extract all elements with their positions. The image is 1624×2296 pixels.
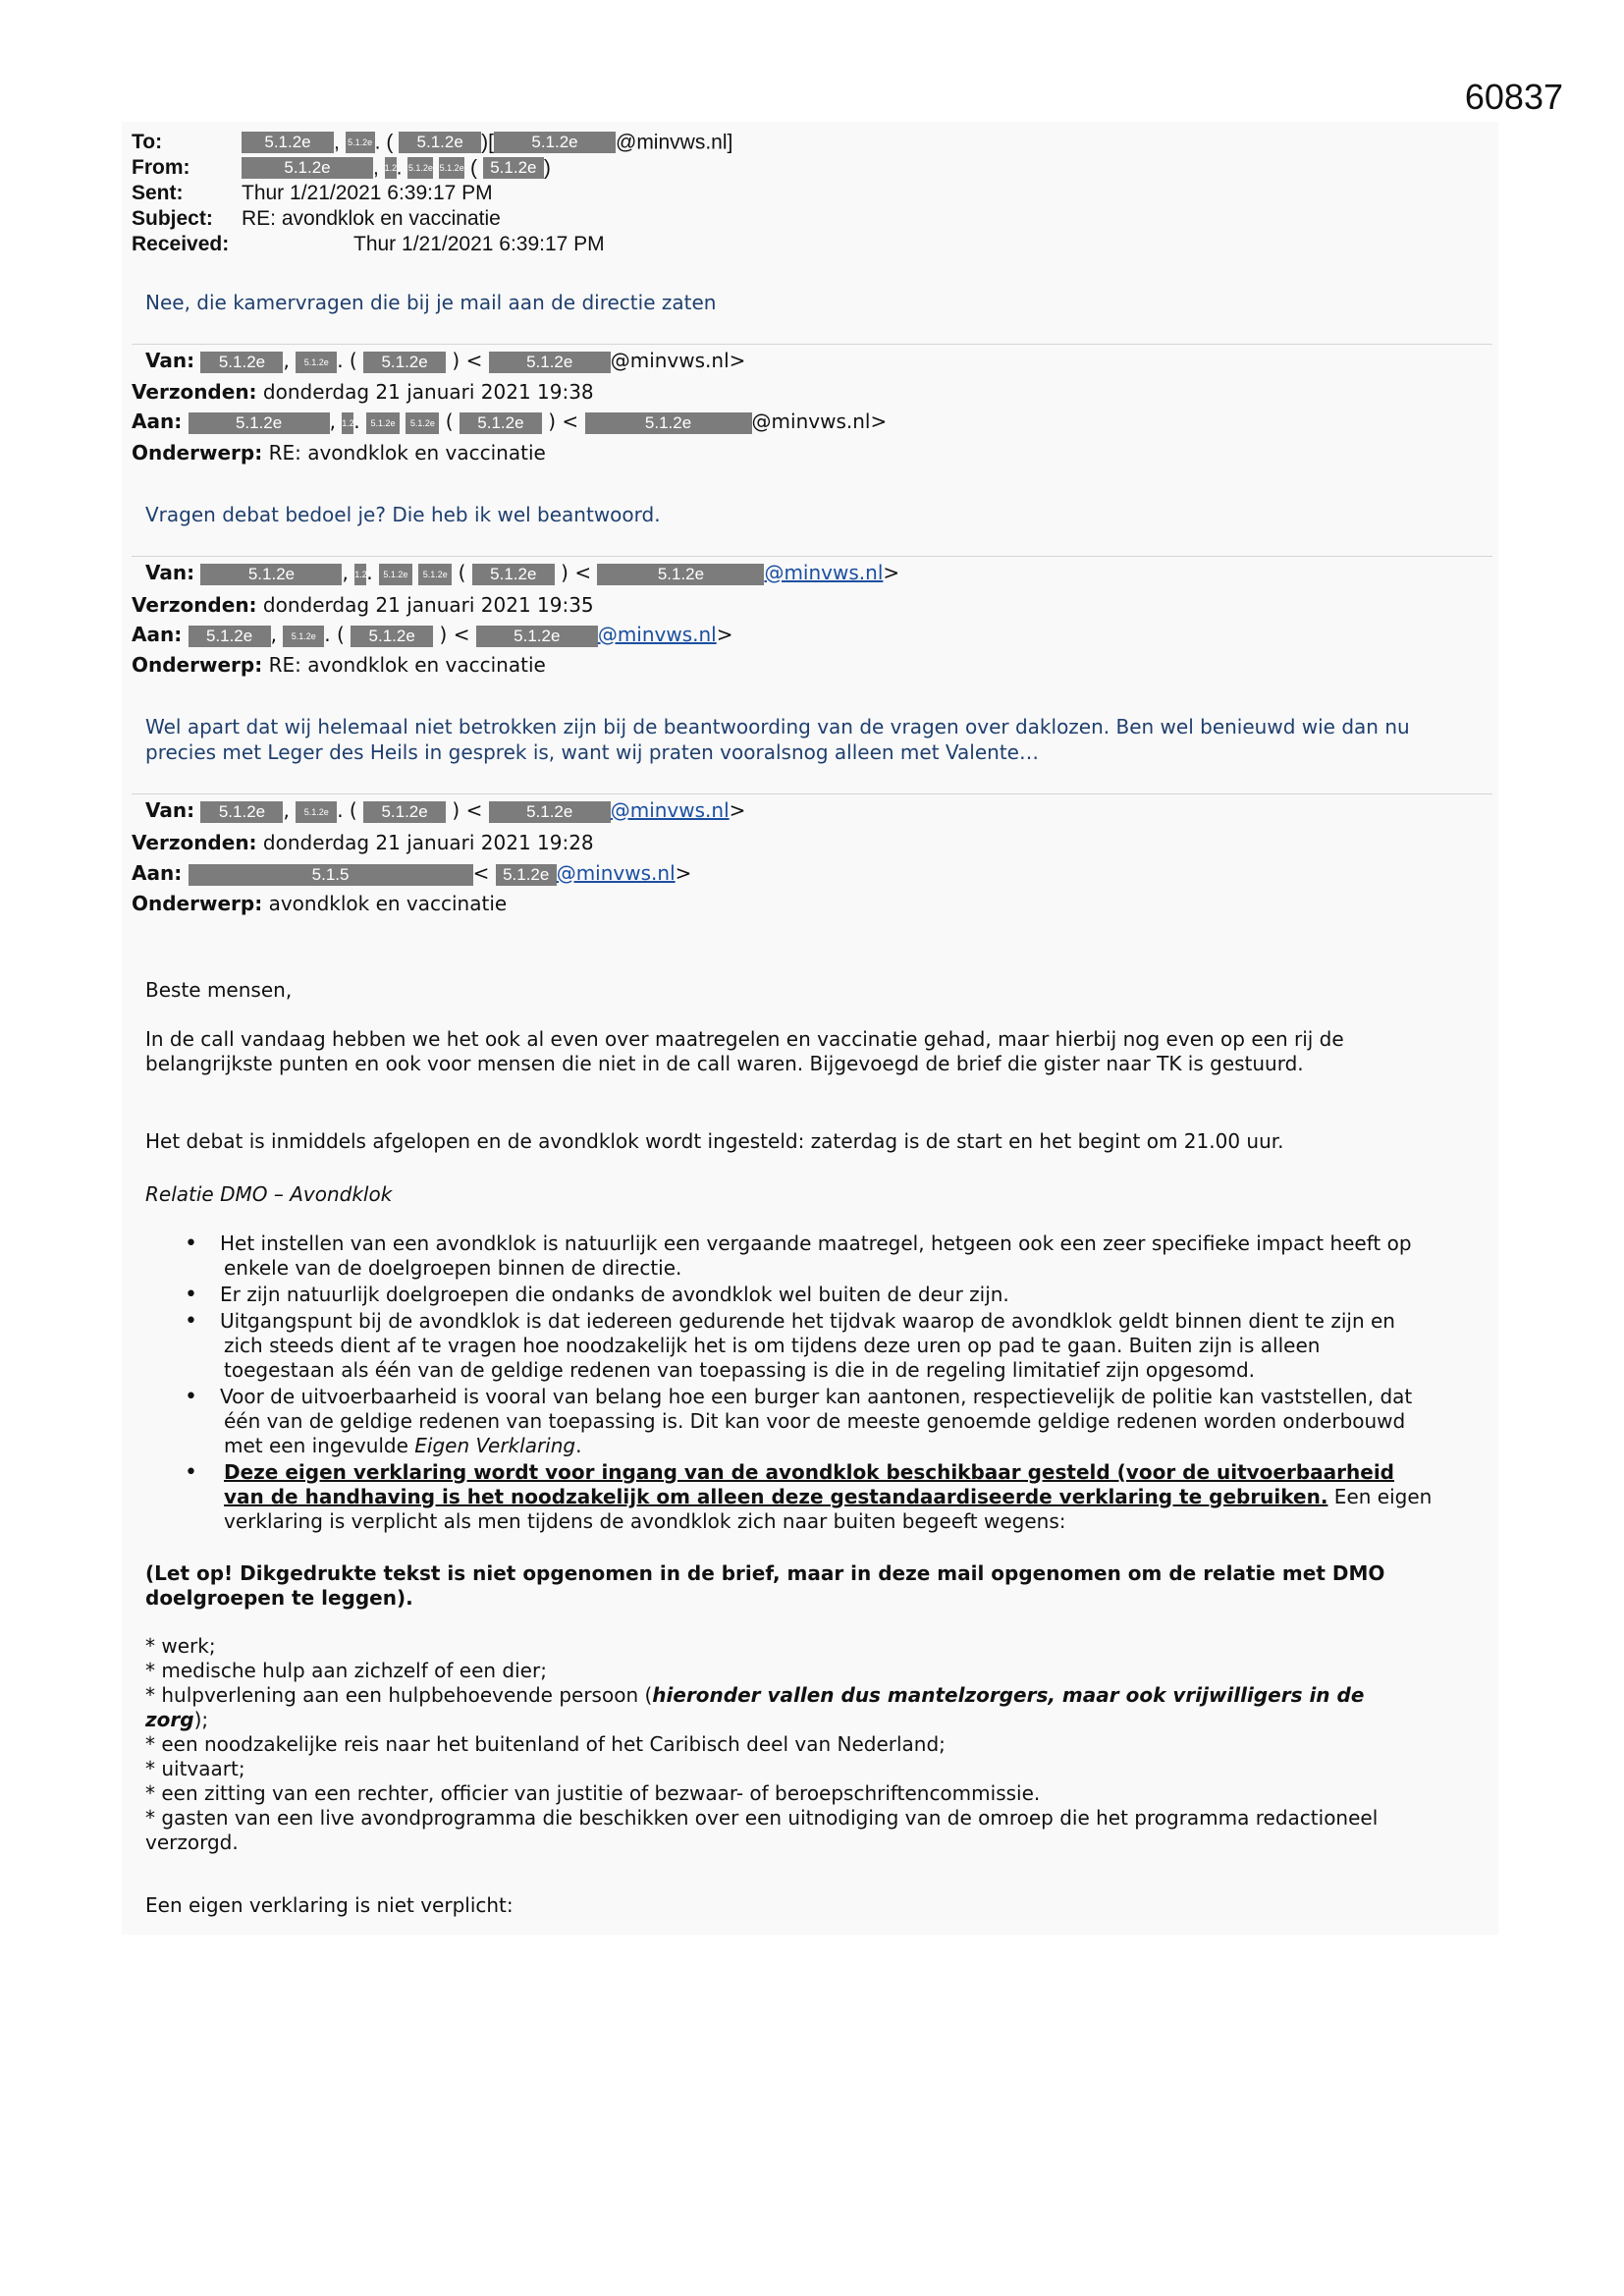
bullet-dot: •: [185, 1309, 197, 1334]
reason-item: * werk;: [145, 1634, 216, 1658]
reason-text: * hulpverlening aan een hulpbehoevende persoon (: [145, 1683, 653, 1707]
reason-bold-italic: zorg: [145, 1708, 194, 1731]
bullet-text: met een ingevulde: [224, 1434, 415, 1457]
reason-item: * een zitting van een rechter, officier van justitie of bezwaar- of beroepschriftencommissie.: [145, 1781, 1041, 1805]
bold-underlined-text: Deze eigen verklaring wordt voor ingang van de avondklok beschikbaar gesteld (voor de uitvoerbaarheid: [224, 1460, 1394, 1484]
msg2-van-row: Van: 5.1.2e , 1.2. 5.1.2e 5.1.2e ( 5.1.2e ) < 5.1.2e @minvws.nl>: [145, 561, 900, 584]
msg2-verzonden-row: [132, 592, 594, 618]
verzonden-value: donderdag 21 januari 2021 19:38: [262, 380, 594, 404]
redaction-box: 5.1.2e: [496, 864, 557, 886]
bullet-text: verklaring is verplicht als men tijdens de avondklok zich naar buiten begeeft wegens:: [224, 1509, 1066, 1533]
bullet-text: Er zijn natuurlijk doelgroepen die ondanks de avondklok wel buiten de deur zijn.: [220, 1283, 1009, 1306]
from-value: 5.1.2e , 1.2. 5.1.2e 5.1.2e ( 5.1.2e ): [242, 155, 551, 181]
document-number: 60837: [1464, 77, 1563, 117]
reason-text: * gasten van een live avondprogramma die beschikken over een uitnodiging van de omroep die het programma redactioneel: [145, 1806, 1379, 1830]
msg3-verzonden-row: [132, 830, 594, 855]
reply-text-1: Nee, die kamervragen die bij je mail aan de directie zaten: [145, 291, 717, 314]
redaction-box: 5.1.2e: [472, 564, 555, 585]
verzonden-value: donderdag 21 januari 2021 19:35: [262, 593, 594, 617]
redaction-box: 5.1.2e: [489, 352, 611, 373]
bullet-dot: •: [185, 1231, 197, 1256]
onderwerp-value: RE: avondklok en vaccinatie: [268, 653, 546, 677]
redaction-box: 5.1.2e: [494, 132, 616, 153]
subject-label: Subject:: [132, 207, 213, 230]
redaction-box: 5.1.5: [189, 864, 473, 886]
bullet-item: [145, 1283, 1490, 1307]
van-email-link[interactable]: @minvws.nl: [764, 561, 884, 584]
intro-line-1: In de call vandaag hebben we het ook al even over maatregelen en vaccinatie gehad, maar hierbij nog even op een rij de: [145, 1027, 1344, 1051]
redaction-box: 5.1.2e: [242, 132, 334, 153]
verzonden-label: Verzonden:: [132, 593, 257, 617]
reason-item: * uitvaart;: [145, 1757, 245, 1780]
aan-email-link[interactable]: @minvws.nl: [556, 861, 676, 885]
van-email-suffix: @minvws.nl>: [610, 349, 746, 372]
redaction-box: 5.1.2e: [200, 564, 342, 585]
van-email-link[interactable]: @minvws.nl: [610, 798, 730, 822]
bullet-list: [145, 1231, 1490, 1536]
aan-close-bracket: >: [716, 623, 733, 646]
bullet-text: Uitgangspunt bij de avondklok is dat iedereen gedurende het tijdvak waarop de avondklok geldt binnen dient te zijn en: [220, 1309, 1395, 1333]
redaction-box: 5.1.2e: [296, 352, 337, 373]
onderwerp-value: RE: avondklok en vaccinatie: [268, 441, 546, 465]
verzonden-value: donderdag 21 januari 2021 19:28: [262, 831, 594, 854]
redaction-box: 5.1.2e: [189, 626, 271, 647]
aan-label: Aan:: [132, 410, 183, 433]
verzonden-label: Verzonden:: [132, 831, 257, 854]
msg1-body: Vragen debat bedoel je? Die heb ik wel beantwoord.: [145, 503, 661, 526]
reason-text: verzorgd.: [145, 1831, 239, 1854]
received-label: Received:: [132, 233, 230, 255]
redaction-box: 1.2: [385, 157, 397, 179]
reason-item: * medische hulp aan zichzelf of een dier;: [145, 1659, 547, 1682]
redaction-box: 5.1.2e: [351, 626, 433, 647]
onderwerp-label: Onderwerp:: [132, 441, 263, 465]
separator-line: [132, 793, 1492, 794]
msg3-van-row: Van: 5.1.2e , 5.1.2e . ( 5.1.2e ) < 5.1.2e @minvws.nl>: [145, 798, 746, 822]
verzonden-label: Verzonden:: [132, 380, 257, 404]
to-label: To:: [132, 131, 163, 153]
reason-text: );: [193, 1708, 209, 1731]
redaction-box: 1.2: [342, 412, 353, 434]
bullet-dot: •: [185, 1283, 197, 1307]
bullet-text: Een eigen: [1327, 1485, 1433, 1508]
redaction-box: 5.1.2e: [406, 412, 439, 434]
msg1-aan-row: Aan: 5.1.2e , 1.2. 5.1.2e 5.1.2e ( 5.1.2e ) < 5.1.2e @minvws.nl>: [132, 410, 888, 433]
redaction-box: 5.1.2e: [346, 132, 375, 153]
to-email-suffix: @minvws.nl]: [616, 131, 733, 154]
bullet-text: enkele van de doelgroepen binnen de directie.: [224, 1256, 682, 1280]
redaction-box: 5.1.2e: [200, 801, 283, 823]
bullet-text: Voor de uitvoerbaarheid is vooral van belang hoe een burger kan aantonen, respectievelijk de politie kan vaststellen, dat: [220, 1385, 1413, 1408]
onderwerp-label: Onderwerp:: [132, 653, 263, 677]
sent-label: Sent:: [132, 182, 184, 204]
redaction-box: 5.1.2e: [476, 626, 598, 647]
redaction-box: 5.1.2e: [363, 801, 446, 823]
reasons-list: [145, 1634, 1490, 1855]
msg2-onderwerp-row: [132, 652, 546, 678]
sent-value: Thur 1/21/2021 6:39:17 PM: [242, 182, 493, 204]
redaction-box: 5.1.2e: [460, 412, 542, 434]
separator-line: [132, 556, 1492, 557]
msg3-onderwerp-row: [132, 891, 507, 916]
redaction-box: 5.1.2e: [407, 157, 433, 179]
bullet-text: Het instellen van een avondklok is natuurlijk een vergaande maatregel, hetgeen ook een zeer specifieke impact heeft op: [220, 1231, 1412, 1255]
reason-item: [145, 1806, 1490, 1855]
msg2-body-line2: precies met Leger des Heils in gesprek is, want wij praten vooralsnog alleen met Valente…: [145, 740, 1039, 764]
redaction-box: 5.1.2e: [483, 157, 544, 179]
msg1-van-row: Van: 5.1.2e , 5.1.2e . ( 5.1.2e ) < 5.1.2e @minvws.nl>: [145, 349, 746, 372]
note-line-2: doelgroepen te leggen).: [145, 1586, 413, 1610]
reason-bold-italic: hieronder vallen dus mantelzorgers, maar ook vrijwilligers in de: [652, 1683, 1365, 1707]
closing-line: Een eigen verklaring is niet verplicht:: [145, 1893, 514, 1917]
redaction-box: 5.1.2e: [366, 412, 400, 434]
msg1-onderwerp-row: [132, 440, 546, 465]
redaction-box: 5.1.2e: [439, 157, 464, 179]
redaction-box: 5.1.2e: [379, 564, 412, 585]
redaction-box: 5.1.2e: [283, 626, 324, 647]
bullet-item: [145, 1231, 1490, 1281]
van-label: Van:: [145, 561, 195, 584]
bullet-text: één van de geldige redenen van toepassing is. Dit kan voor de meeste genoemde geldige redenen worden onderbouwd: [224, 1409, 1406, 1433]
onderwerp-label: Onderwerp:: [132, 892, 263, 915]
redaction-box: 5.1.2e: [418, 564, 452, 585]
msg2-aan-row: Aan: 5.1.2e , 5.1.2e . ( 5.1.2e ) < 5.1.2e @minvws.nl>: [132, 623, 733, 646]
note-line-1: (Let op! Dikgedrukte tekst is niet opgenomen in de brief, maar in deze mail opgenomen om de relatie met DMO: [145, 1561, 1385, 1585]
redaction-box: 5.1.2e: [489, 801, 611, 823]
onderwerp-value: avondklok en vaccinatie: [268, 892, 508, 915]
reason-item: * een noodzakelijke reis naar het buitenland of het Caribisch deel van Nederland;: [145, 1732, 946, 1756]
bullet-text: toegestaan als één van de geldige redenen van toepassing is die in de regeling limitatief zijn opgesomd.: [224, 1358, 1255, 1382]
aan-email-link[interactable]: @minvws.nl: [597, 623, 717, 646]
van-close-bracket: >: [883, 561, 900, 584]
bullet-text: zich steeds dient af te vragen hoe noodzakelijk het is om tijdens deze uren op pad te gaan. Buiten zijn is alleen: [224, 1334, 1321, 1357]
redaction-box: 5.1.2e: [189, 412, 330, 434]
subject-value: RE: avondklok en vaccinatie: [242, 207, 501, 230]
bullet-item-bold: [145, 1460, 1490, 1534]
bullet-text: .: [575, 1434, 582, 1457]
separator-line: [132, 344, 1492, 345]
debat-paragraph: Het debat is inmiddels afgelopen en de avondklok wordt ingesteld: zaterdag is de start en het begint om 21.00 uur.: [145, 1129, 1284, 1153]
bold-underlined-text: van de handhaving is het noodzakelijk om alleen deze gestandaardiseerde verklaring te gebruiken.: [224, 1485, 1328, 1508]
aan-label: Aan:: [132, 861, 183, 885]
redaction-box: 5.1.2e: [399, 132, 481, 153]
aan-label: Aan:: [132, 623, 183, 646]
msg2-body-line1: Wel apart dat wij helemaal niet betrokken zijn bij de beantwoording van de vragen over daklozen. Ben wel benieuwd wie dan nu: [145, 715, 1410, 738]
redaction-box: 5.1.2e: [597, 564, 764, 585]
van-label: Van:: [145, 798, 195, 822]
bullet-dot: •: [185, 1460, 197, 1485]
redaction-box: 5.1.2e: [363, 352, 446, 373]
redaction-box: 1.2: [354, 564, 366, 585]
intro-line-2: belangrijkste punten en ook voor mensen die niet in de call waren. Bijgevoegd de brief die gister naar TK is gestuurd.: [145, 1052, 1304, 1075]
reason-item: [145, 1683, 1490, 1732]
aan-email-suffix: @minvws.nl>: [751, 410, 888, 433]
eigen-verklaring-italic: Eigen Verklaring: [414, 1434, 576, 1457]
greeting: Beste mensen,: [145, 978, 293, 1002]
section-title: Relatie DMO – Avondklok: [145, 1182, 393, 1206]
redaction-box: 5.1.2e: [200, 352, 283, 373]
from-label: From:: [132, 156, 190, 179]
bullet-item: [145, 1309, 1490, 1383]
redaction-box: 5.1.2e: [296, 801, 337, 823]
redaction-box: 5.1.2e: [242, 157, 373, 179]
msg1-verzonden-row: [132, 379, 594, 405]
bullet-dot: •: [185, 1385, 197, 1409]
received-value: Thur 1/21/2021 6:39:17 PM: [353, 233, 605, 255]
aan-close-bracket: >: [675, 861, 692, 885]
van-label: Van:: [145, 349, 195, 372]
to-value: 5.1.2e , 5.1.2e . ( 5.1.2e )[ 5.1.2e @minvws.nl]: [242, 130, 732, 155]
msg3-aan-row: Aan: 5.1.5 < 5.1.2e @minvws.nl>: [132, 861, 692, 885]
van-close-bracket: >: [729, 798, 746, 822]
bullet-item: [145, 1385, 1490, 1458]
redaction-box: 5.1.2e: [585, 412, 752, 434]
